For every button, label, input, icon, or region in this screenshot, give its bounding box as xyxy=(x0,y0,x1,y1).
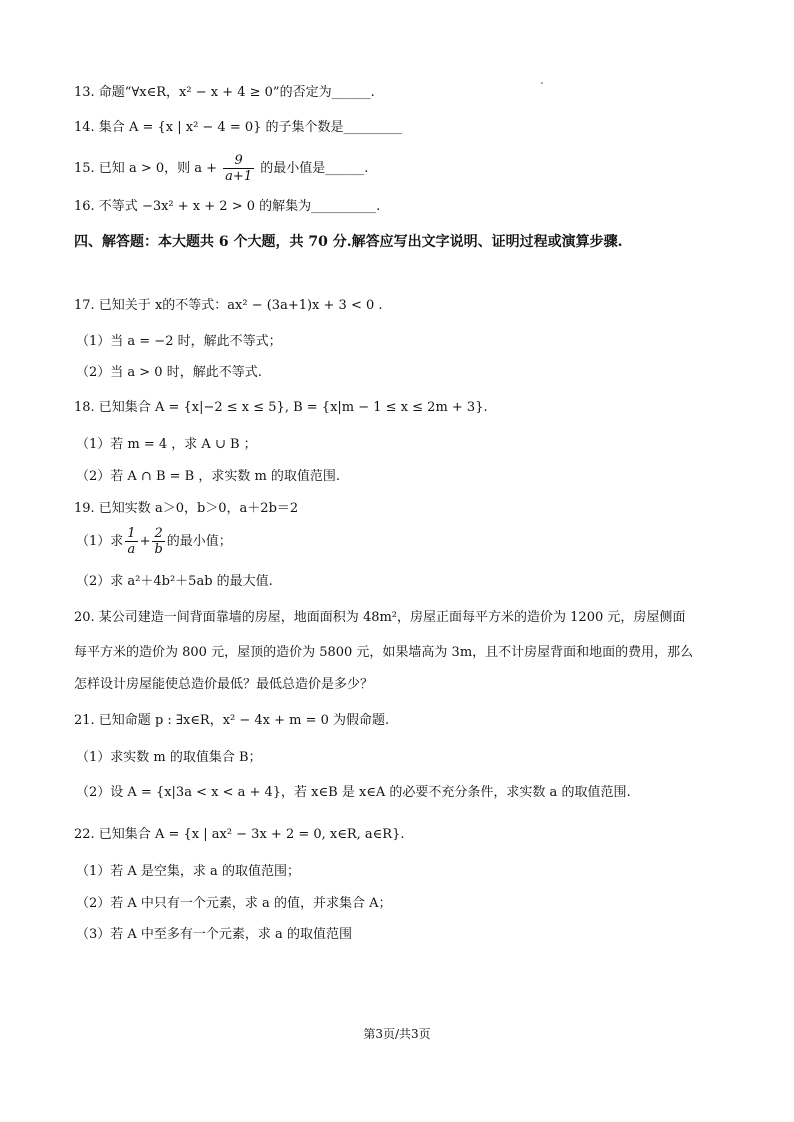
question-19-part-1 xyxy=(76,525,232,559)
q15-suffix: 的最小值是______. xyxy=(256,161,369,176)
q15-prefix: 15. 已知 a > 0，则 a + xyxy=(74,161,222,176)
question-19-stem: 19. 已知实数 a＞0，b＞0，a＋2b＝2 xyxy=(74,501,299,516)
question-19-part-2: （2）求 a²＋4b²＋5ab 的最大值. xyxy=(76,574,273,589)
scan-speck xyxy=(541,82,543,84)
question-22-part-3: （3）若 A 中至多有一个元素，求 a 的取值范围 xyxy=(76,927,352,942)
question-22-stem: 22. 已知集合 A = {x | ax² − 3x + 2 = 0, x∈R, a∈R}. xyxy=(74,827,405,842)
question-21-part-2: （2）设 A = {x|3a < x < a + 4}，若 x∈B 是 x∈A 的必要不充分条件，求实数 a 的取值范围. xyxy=(76,785,631,800)
question-17-part-1: （1）当 a = −2 时，解此不等式； xyxy=(76,334,282,349)
q19-frac2-numerator: 2 xyxy=(152,526,164,542)
question-14: 14. 集合 A = {x | x² − 4 = 0} 的子集个数是_________ xyxy=(74,120,403,135)
q15-fraction xyxy=(223,153,254,184)
question-17-stem: 17. 已知关于 x的不等式：ax² − (3a+1)x + 3 < 0 . xyxy=(74,298,383,313)
question-17-part-2: （2）当 a > 0 时，解此不等式. xyxy=(76,365,262,380)
q15-numerator: 9 xyxy=(223,153,254,169)
question-21-part-1: （1）求实数 m 的取值集合 B； xyxy=(76,750,262,765)
question-22-part-2: （2）若 A 中只有一个元素，求 a 的值，并求集合 A； xyxy=(76,896,392,911)
question-20-line-2: 每平方米的造价为 800 元，屋顶的造价为 5800 元，如果墙高为 3m，且不计房屋背面和地面的费用，那么 xyxy=(74,645,694,660)
question-18-part-1: （1）若 m = 4 ，求 A ∪ B ； xyxy=(76,437,257,452)
q19-frac1-denominator: a xyxy=(127,542,136,557)
q19-fraction-2 xyxy=(152,526,164,557)
q19-p1-suffix: 的最小值； xyxy=(166,534,232,549)
question-15 xyxy=(74,152,368,186)
q19-p1-prefix: （1）求 xyxy=(76,534,124,549)
page-footer: 第3页/共3页 xyxy=(363,1027,431,1041)
question-13: 13. 命题“∀x∈R，x² − x + 4 ≥ 0”的否定为______. xyxy=(74,85,375,100)
question-22-part-1: （1）若 A 是空集，求 a 的取值范围； xyxy=(76,864,300,879)
question-21-stem: 21. 已知命题 p : ∃x∈R，x² − 4x + m = 0 为假命题. xyxy=(74,713,390,728)
section-heading: 四、解答题：本大题共 6 个大题，共 70 分.解答应写出文字说明、证明过程或演算步骤. xyxy=(74,234,623,250)
question-18-part-2: （2）若 A ∩ B = B ，求实数 m 的取值范围. xyxy=(76,469,341,484)
q19-frac1-numerator: 1 xyxy=(127,526,136,541)
q19-frac2-denominator: b xyxy=(154,542,163,557)
question-20-line-1: 20. 某公司建造一间背面靠墙的房屋，地面面积为 48m²，房屋正面每平方米的造价为 1200 元，房屋侧面 xyxy=(74,610,686,625)
question-18-stem: 18. 已知集合 A = {x|−2 ≤ x ≤ 5}, B = {x|m − 1 ≤ x ≤ 2m + 3}. xyxy=(74,400,488,415)
question-20-line-3: 怎样设计房屋能使总造价最低？最低总造价是多少？ xyxy=(74,677,374,692)
q19-plus: + xyxy=(139,534,151,549)
q15-denominator: a+1 xyxy=(225,169,253,184)
question-16: 16. 不等式 −3x² + x + 2 > 0 的解集为__________. xyxy=(74,199,381,214)
q19-fraction-1 xyxy=(125,526,137,557)
